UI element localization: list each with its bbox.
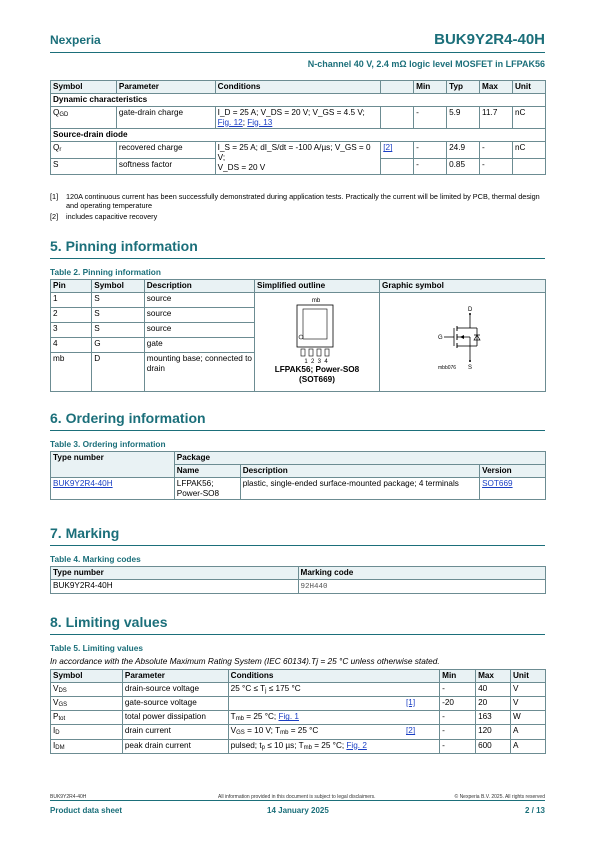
marking-code: 92H440 <box>300 582 328 591</box>
table-5-note: In accordance with the Absolute Maximum Rating System (IEC 60134).Tj = 25 °C unless otherwise stated. <box>50 656 440 666</box>
graphic-symbol-cell <box>379 292 545 391</box>
fig13-link[interactable]: Fig. 13 <box>247 117 273 127</box>
symbol-cell: $Q_r$ <box>51 142 117 159</box>
table-row: $V_{GS}$ gate-source voltage [1] -20 20 V <box>51 697 546 711</box>
table-row: S softness factor - 0.85 - <box>51 159 546 174</box>
group-source-drain: Source-drain diode <box>51 129 546 142</box>
table-header-row <box>51 81 546 94</box>
table-row: 2 S source <box>51 307 546 322</box>
table-header-row: Symbol Parameter Conditions Min Max Unit <box>51 670 546 683</box>
footnote-1: [1] 120A continuous current has been successfully demonstrated during application tests. Practically the current will be limited by PCB, thermal design and operating temperature <box>50 192 540 211</box>
symbol-d-label: D <box>467 306 473 313</box>
mosfet-symbol-icon <box>380 293 545 391</box>
table-row: BUK9Y2R4-40H 92H440 <box>51 579 546 593</box>
table-row: BUK9Y2R4-40H LFPAK56; Power-SO8 plastic, single-ended surface-mounted package; 4 terminals SOT669 <box>51 477 546 500</box>
symbol-cell: $Q_{GD}$ <box>51 106 117 129</box>
table-row: $V_{DS}$ drain-source voltage 25 $^\circ C \le T_j \le 175$ °C - 40 V <box>51 682 546 696</box>
table-row: $Q_r$ recovered charge I_S = 25 A; dI_S/dt = -100 A/µs; V_GS = 0 V; V_DS = 20 V [2] - 24.9 - nC <box>51 142 546 159</box>
footnote-1-link[interactable]: [1] <box>406 698 416 708</box>
conditions-cell: I_D = 25 A; V_DS = 20 V; V_GS = 4.5 V; Fig. 12; Fig. 13 <box>215 106 381 129</box>
table-row: $P_{tot}$ total power dissipation $T_{mb} = 25$ °C; Fig. 1 - 163 W <box>51 711 546 725</box>
footnote-2: [2] includes capacitive recovery <box>50 212 158 221</box>
footnote-2-link[interactable]: [2] <box>383 143 393 153</box>
parameter-cell: recovered charge <box>116 142 215 159</box>
footnote-2-link[interactable]: [2] <box>406 726 416 736</box>
symbol-code-label: mbb076 <box>437 364 457 371</box>
section-5-title: 5. Pinning information <box>50 238 198 254</box>
footer-copyright: © Nexperia B.V. 2025. All rights reserved <box>454 794 545 800</box>
table-row: $I_{DM}$ peak drain current pulsed; $t_p \le 10$ µs; $T_{mb} = 25$ °C; Fig. 2 - 600 A <box>51 739 546 753</box>
table-2-caption: Table 2. Pinning information <box>50 267 161 277</box>
col-conditions: Conditions <box>215 81 381 94</box>
col-typ: Typ <box>447 81 480 94</box>
version-link[interactable]: SOT669 <box>482 478 513 488</box>
ref-cell <box>381 142 414 159</box>
outline-pin-numbers: 1 2 3 4 <box>304 358 328 365</box>
footer-date: 14 January 2025 <box>267 806 329 815</box>
conditions-cell: I_S = 25 A; dI_S/dt = -100 A/µs; V_GS = 0 V; V_DS = 20 V <box>215 142 381 175</box>
table-row: 3 S source <box>51 323 546 338</box>
symbol-g-label: G <box>437 334 443 341</box>
fig2-link[interactable]: Fig. 2 <box>346 740 367 750</box>
col-parameter: Parameter <box>116 81 215 94</box>
col-symbol: Symbol <box>51 81 117 94</box>
marking-table: Type number Marking code BUK9Y2R4-40H 92H440 <box>50 566 546 594</box>
limiting-values-table <box>50 669 546 754</box>
table-4-caption: Table 4. Marking codes <box>50 554 141 564</box>
group-dynamic: Dynamic characteristics <box>51 93 546 106</box>
company-name: Nexperia <box>50 33 101 47</box>
section-8-title: 8. Limiting values <box>50 614 168 630</box>
type-number-link[interactable]: BUK9Y2R4-40H <box>53 478 113 488</box>
footer-page-number: 2 / 13 <box>524 806 545 815</box>
section-6-title: 6. Ordering information <box>50 410 206 426</box>
fig1-link[interactable]: Fig. 1 <box>278 712 299 722</box>
table-header-row: Pin Symbol Description Simplified outline Graphic symbol <box>51 280 546 293</box>
footer-divider <box>50 800 545 801</box>
section-7-title: 7. Marking <box>50 525 120 541</box>
col-min: Min <box>414 81 447 94</box>
footer-disclaimer: All information provided in this document is subject to legal disclaimers. <box>218 794 376 800</box>
symbol-s-label: S <box>467 364 472 371</box>
table-row: 4 G gate <box>51 338 546 353</box>
conditions-text: I_D = 25 A; V_DS = 20 V; V_GS = 4.5 V; <box>217 107 365 117</box>
outline-mb-label: mb <box>311 297 321 304</box>
header-divider <box>50 52 545 53</box>
table-3-caption: Table 3. Ordering information <box>50 439 166 449</box>
document-subtitle: N-channel 40 V, 2.4 mΩ logic level MOSFET in LFPAK56 <box>307 59 545 69</box>
pinning-table <box>50 279 546 392</box>
col-ref <box>381 81 414 94</box>
parameter-cell: gate-drain charge <box>116 106 215 129</box>
table-5-caption: Table 5. Limiting values <box>50 643 143 653</box>
footer-part-small: BUK9Y2R4-40H <box>50 794 87 800</box>
col-max: Max <box>480 81 513 94</box>
outline-cell <box>254 292 379 391</box>
part-number: BUK9Y2R4-40H <box>434 31 545 48</box>
fig12-link[interactable]: Fig. 12 <box>217 117 243 127</box>
table-row: $Q_{GD}$ gate-drain charge I_D = 25 A; V_DS = 20 V; V_GS = 4.5 V; Fig. 12; Fig. 13 - 5.9 11.7 nC <box>51 106 546 129</box>
outline-caption: LFPAK56; Power-SO8 (SOT669) <box>274 364 360 384</box>
table-row: mb D mounting base; connected to drain <box>51 353 546 391</box>
table-row: $I_D$ drain current $V_{GS} = 10$ V; $T_{mb} = 25$ °C [2] - 120 A <box>51 725 546 739</box>
table-row: 1 S source mb 1 2 3 4 LFPAK56; Power-SO8 (SOT669) D G S mbb076 <box>51 292 546 307</box>
characteristics-table <box>50 80 546 175</box>
footer-doc-type: Product data sheet <box>50 806 123 815</box>
col-unit: Unit <box>513 81 546 94</box>
ordering-table: Type number Package Name Description Version BUK9Y2R4-40H LFPAK56; Power-SO8 plastic, single-ended surface-mounted package; 4 terminals SOT669 <box>50 451 546 500</box>
